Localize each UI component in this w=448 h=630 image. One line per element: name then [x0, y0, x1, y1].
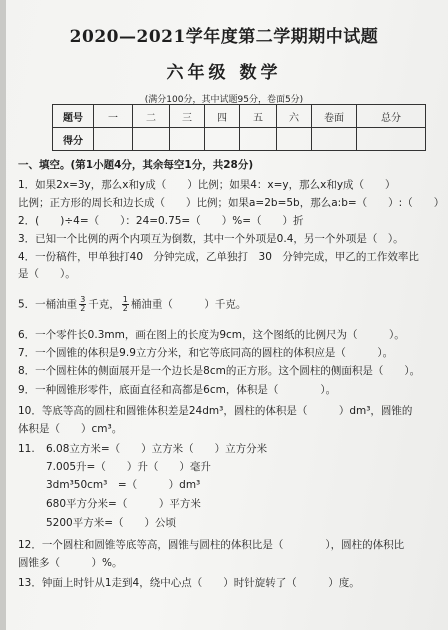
- question-5: [18, 296, 246, 313]
- question-1-line-1: 1．如果2x=3y，那么x和y成（ ）比例；如果4：x=y，那么x和y成（ ）: [18, 179, 396, 191]
- score-cell[interactable]: [170, 128, 205, 151]
- fraction: [122, 296, 129, 313]
- question-1-line-2: 比例；正方形的周长和边长成（ ）比例；如果a=2b=5b，那么a:b=（ ）:（ ）: [18, 197, 445, 209]
- fraction-numerator: 1: [122, 295, 128, 304]
- section-heading: 一、填空。(第1小题4分，其余每空1分，共28分): [18, 159, 254, 171]
- question-9: 9．一种圆锥形零件，底面直径和高都是6cm，体积是（ ）。: [18, 384, 337, 396]
- score-cell[interactable]: [133, 128, 170, 151]
- fraction-numerator: 3: [80, 295, 86, 304]
- question-11-item: 3dm³50cm³ =（ ）dm³: [46, 479, 201, 491]
- header-cell: 题号: [53, 105, 94, 128]
- question-6: 6．一个零件长0.3mm，画在图上的长度为9cm，这个图纸的比例尺为（ ）。: [18, 329, 405, 341]
- question-11-item: 7.005升=（ ）升（ ）毫升: [46, 461, 211, 473]
- exam-subtitle: 六年级 数学: [166, 63, 282, 83]
- fraction-denominator: 2: [80, 304, 86, 313]
- question-11-number: 11.: [18, 443, 35, 455]
- header-cell: 三: [170, 105, 205, 128]
- fraction: [79, 296, 86, 313]
- question-11-item: 680平方分米=（ ）平方米: [46, 498, 201, 510]
- question-13: 13．钟面上时针从1走到4，绕中心点（ ）时针旋转了（ ）度。: [18, 577, 360, 589]
- question-12-line-2: 圆锥多（ ）%。: [18, 557, 123, 569]
- score-table-score-row: [53, 128, 426, 151]
- score-cell[interactable]: [240, 128, 277, 151]
- header-cell: 四: [205, 105, 240, 128]
- header-cell: 六: [277, 105, 312, 128]
- question-2: 2．( )÷4=（ ）：24=0.75=（ ）%=（ ）折: [18, 215, 304, 227]
- question-12-line-1: 12．一个圆柱和圆锥等底等高，圆锥与圆柱的体积比是（ ），圆柱的体积比: [18, 539, 405, 551]
- score-row-label: 得分: [53, 128, 94, 151]
- score-cell[interactable]: [94, 128, 133, 151]
- score-cell[interactable]: [277, 128, 312, 151]
- score-note: (满分100分，其中试题95分，卷面5分): [144, 95, 304, 105]
- question-10-line-1: 10．等底等高的圆柱和圆锥体积差是24dm³，圆柱的体积是（ ）dm³，圆锥的: [18, 405, 413, 417]
- question-11-item: 5200平方米=（ ）公顷: [46, 517, 177, 529]
- question-11-item: 6.08立方米=（ ）立方米（ ）立方分米: [46, 443, 268, 455]
- exam-title: 2020—2021学年度第二学期期中试题: [69, 27, 379, 47]
- header-cell: 二: [133, 105, 170, 128]
- q5-mid: 千克，: [88, 298, 120, 311]
- score-cell[interactable]: [357, 128, 426, 151]
- question-10-line-2: 体积是（ ）cm³。: [18, 423, 123, 435]
- question-4-line-1: 4．一份稿件，甲单独打40 分钟完成，乙单独打 30 分钟完成，甲乙的工作效率比: [18, 251, 419, 263]
- score-table: [52, 104, 426, 151]
- header-cell: 五: [240, 105, 277, 128]
- header-cell: 总分: [357, 105, 426, 128]
- header-cell: 卷面: [312, 105, 357, 128]
- question-4-line-2: 是（ ）。: [18, 268, 76, 280]
- question-8: 8．一个圆柱体的侧面展开是一个边长是8cm的正方形。这个圆柱的侧面积是（ ）。: [18, 365, 421, 377]
- header-cell: 一: [94, 105, 133, 128]
- score-cell[interactable]: [312, 128, 357, 151]
- question-3: 3．已知一个比例的两个内项互为倒数，其中一个外项是0.4，另一个外项是（ ）。: [18, 233, 404, 245]
- q5-pre: 5．一桶油重: [18, 298, 78, 311]
- score-cell[interactable]: [205, 128, 240, 151]
- score-table-header-row: [53, 105, 426, 128]
- question-7: 7．一个圆锥的体积是9.9立方分米，和它等底同高的圆柱的体积应是（ ）。: [18, 347, 394, 359]
- q5-post: 桶油重（ ）千克。: [130, 298, 247, 311]
- fraction-denominator: 2: [122, 304, 128, 313]
